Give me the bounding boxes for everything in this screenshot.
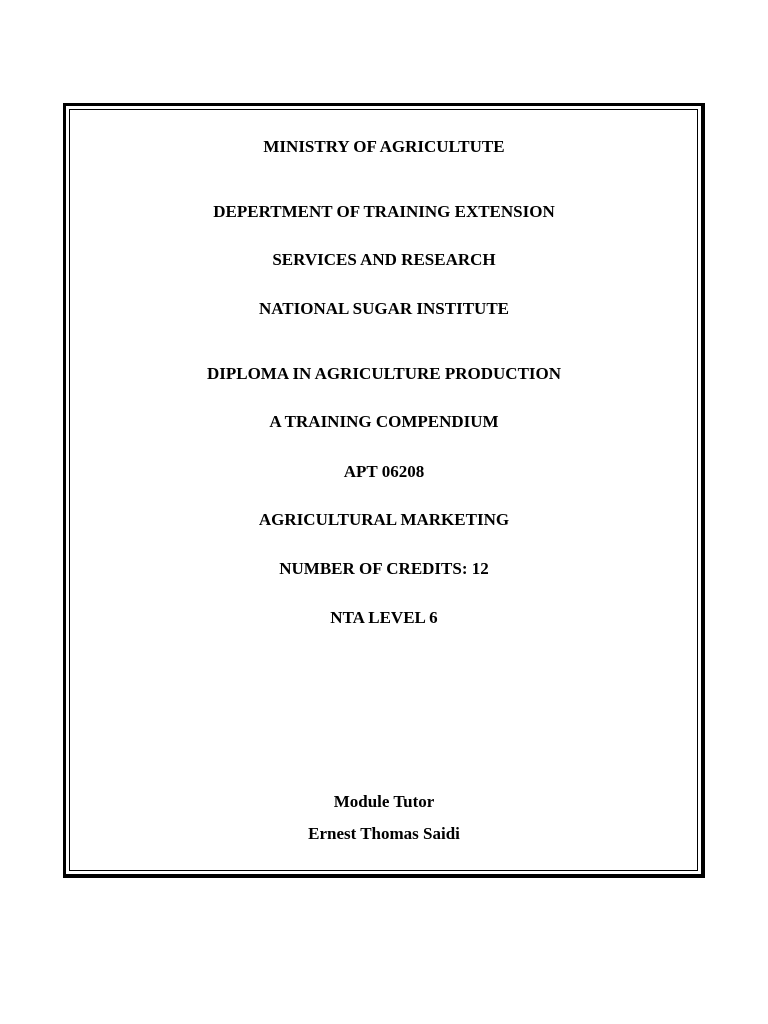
department-heading: DEPERTMENT OF TRAINING EXTENSION — [213, 202, 555, 221]
ministry-heading: MINISTRY OF AGRICULTUTE — [263, 137, 505, 156]
module-tutor-label: Module Tutor — [333, 792, 435, 811]
nta-level: NTA LEVEL 6 — [330, 608, 438, 627]
course-code: APT 06208 — [343, 462, 425, 481]
module-tutor-name: Ernest Thomas Saidi — [308, 824, 460, 843]
institute-heading: NATIONAL SUGAR INSTITUTE — [258, 299, 510, 318]
cover-page-inner-border — [69, 109, 698, 871]
compendium-title: A TRAINING COMPENDIUM — [269, 412, 499, 431]
course-name: AGRICULTURAL MARKETING — [258, 510, 510, 529]
credits-info: NUMBER OF CREDITS: 12 — [279, 559, 489, 578]
diploma-title: DIPLOMA IN AGRICULTURE PRODUCTION — [206, 364, 562, 383]
department-heading-continued: SERVICES AND RESEARCH — [272, 250, 496, 269]
